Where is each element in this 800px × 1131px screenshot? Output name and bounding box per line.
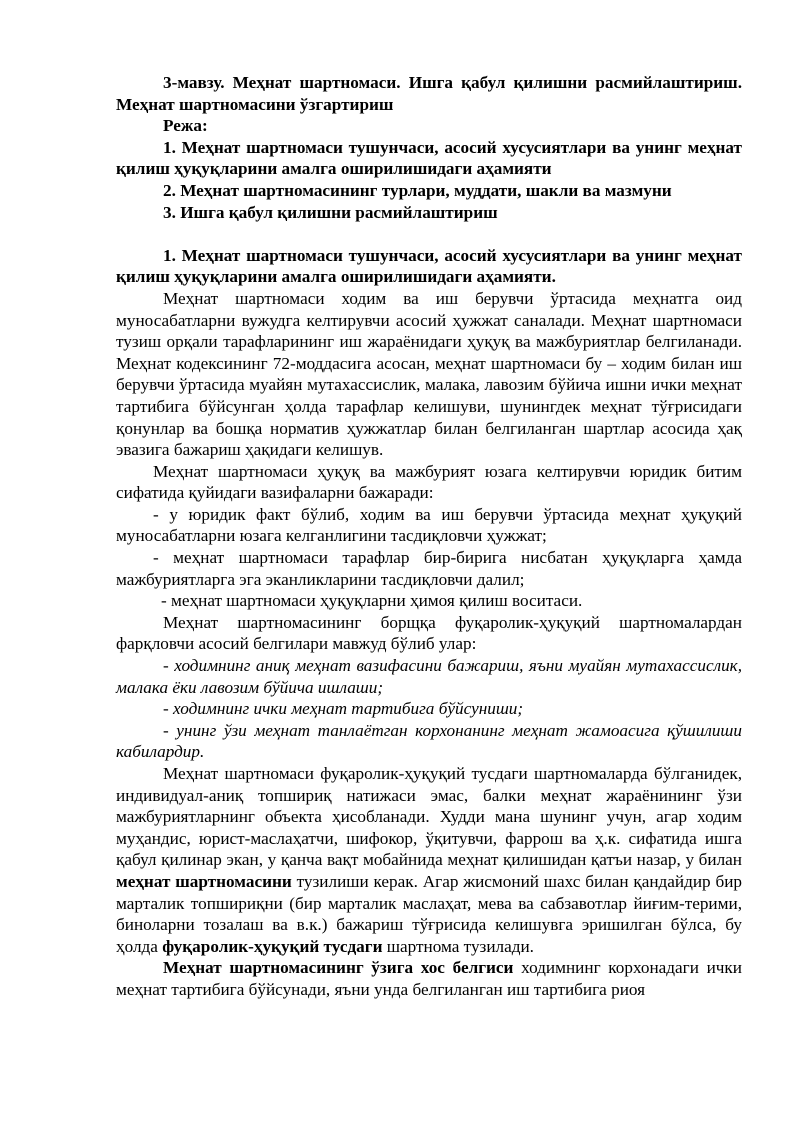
distinctive-feature-bold: Меҳнат шартномасининг ўзига хос белгиси — [163, 958, 514, 978]
function-item-2: - меҳнат шартномаси тарафлар бир-бирига нисбатан ҳуқуқларга ҳамда мажбуриятларга эга эканликларини тасдиқловчи далил; — [116, 548, 742, 589]
section-1-heading: 1. Меҳнат шартномаси тушунчаси, асосий хусусиятлари ва унинг меҳнат қилиш ҳуқуқларини амалга оширилишидаги аҳамияти. — [116, 245, 742, 287]
paragraph-distinctive-feature — [116, 957, 742, 1000]
plan-heading: Режа: — [163, 116, 208, 136]
plan-item-3: 3. Ишга қабул қилишни расмийлаштириш — [163, 202, 498, 222]
plan-item-1: 1. Меҳнат шартномаси тушунчаси, асосий хусусиятлари ва унинг меҳнат қилиш ҳуқуқларини амалга оширилишидаги аҳамияти — [116, 137, 742, 179]
paragraph-definition: Меҳнат шартномаси ходим ва иш берувчи ўртасида меҳнатга оид муносабатларни вужудга келтирувчи асосий ҳужжат саналади. Меҳнат шартномаси тузиш орқали тарафларининг иш жараёнидаги ҳуқуқ ва мажбуриятлар белгиланади. Меҳнат кодексининг 72-моддасига асосан, меҳнат шартномаси бу – ходим билан иш берувчи ўртасида муайян мутахассислик, малака, лавозим бўйича ишни ички меҳнат тартибига бўйсунган ҳолда тарафлар келишуви, шунингдек меҳнат тўғрисидаги қонунлар ва бошқа норматив ҳужжатлар билан белгиланган шартлар асосида ҳақ эвазига бажариш ҳақидаги келишув. — [116, 288, 742, 460]
feature-item-1: - ходимнинг аниқ меҳнат вазифасини бажариш, яъни муайян мутахассислик, малака ёки лавозим бўйича ишлаши; — [116, 656, 742, 697]
paragraph-functions-intro: Меҳнат шартномаси ҳуқуқ ва мажбурият юзага келтирувчи юридик битим сифатида қуйидаги вазифаларни бажаради: — [116, 461, 742, 503]
distinctive-feature-text: ходимнинг корхонадаги ички меҳнат тартибига бўйсунади, яъни унда белгиланган иш тартибига риоя — [116, 958, 742, 999]
document-page — [116, 72, 742, 1001]
paragraph-contract-types — [116, 763, 742, 957]
contract-types-bold-1: меҳнат шартномасини — [116, 871, 292, 891]
spacer — [116, 223, 742, 245]
contract-types-text-1: Меҳнат шартномаси фуқаролик-ҳуқуқий тусдаги шартномаларда бўлганидек, индивидуал-аниқ топшириқ натижаси эмас, балки меҳнат жараёнининг ўзи мажбуриятларнинг объекта ҳисобланади. Худди мана шунинг учун, агар ходим муҳандис, юрист-маслаҳатчи, шифокор, ўқитувчи, фаррош ва ҳ.к. сифатида ишга қабул қилинар экан, у қанча вақт мобайнида меҳнат қилишидан қатъи назар, у билан — [116, 764, 742, 870]
feature-item-2: - ходимнинг ички меҳнат тартибига бўйсуниши; — [163, 699, 524, 719]
paragraph-features-intro: Меҳнат шартномасининг борщқа фуқаролик-ҳуқуқий шартномалардан фарқловчи асосий белгилари мавжуд бўлиб улар: — [116, 612, 742, 654]
contract-types-text-2: тузилиши керак. Агар жисмоний шахс билан қандайдир бир марталик топшириқни (бир марталик маслаҳат, мева ва сабзавотлар йиғим-терими, биноларни тозалаш ва в.к.) бажариш тўғрисида келишувга эришилган бўлса, бу ҳолда — [116, 871, 743, 956]
feature-item-3: - унинг ўзи меҳнат танлаётган корхонанинг меҳнат жамоасига қўшилиши кабилардир. — [116, 720, 742, 762]
function-item-1: - у юридик факт бўлиб, ходим ва иш берувчи ўртасида меҳнат ҳуқуқий муносабатларни юзага келганлигини тасдиқловчи ҳужжат; — [116, 504, 742, 546]
function-item-3: - меҳнат шартномаси ҳуқуқларни ҳимоя қилиш воситаси. — [161, 591, 583, 611]
plan-item-2: 2. Меҳнат шартномасининг турлари, муддати, шакли ва мазмуни — [163, 180, 672, 200]
topic-title: 3-мавзу. Меҳнат шартномаси. Ишга қабул қилишни расмийлаштириш. Меҳнат шартномасини ўзгартириш — [116, 73, 742, 114]
contract-types-text-3: шартнома тузилади. — [382, 936, 534, 956]
contract-types-bold-2: фуқаролик-ҳуқуқий тусдаги — [162, 936, 383, 956]
